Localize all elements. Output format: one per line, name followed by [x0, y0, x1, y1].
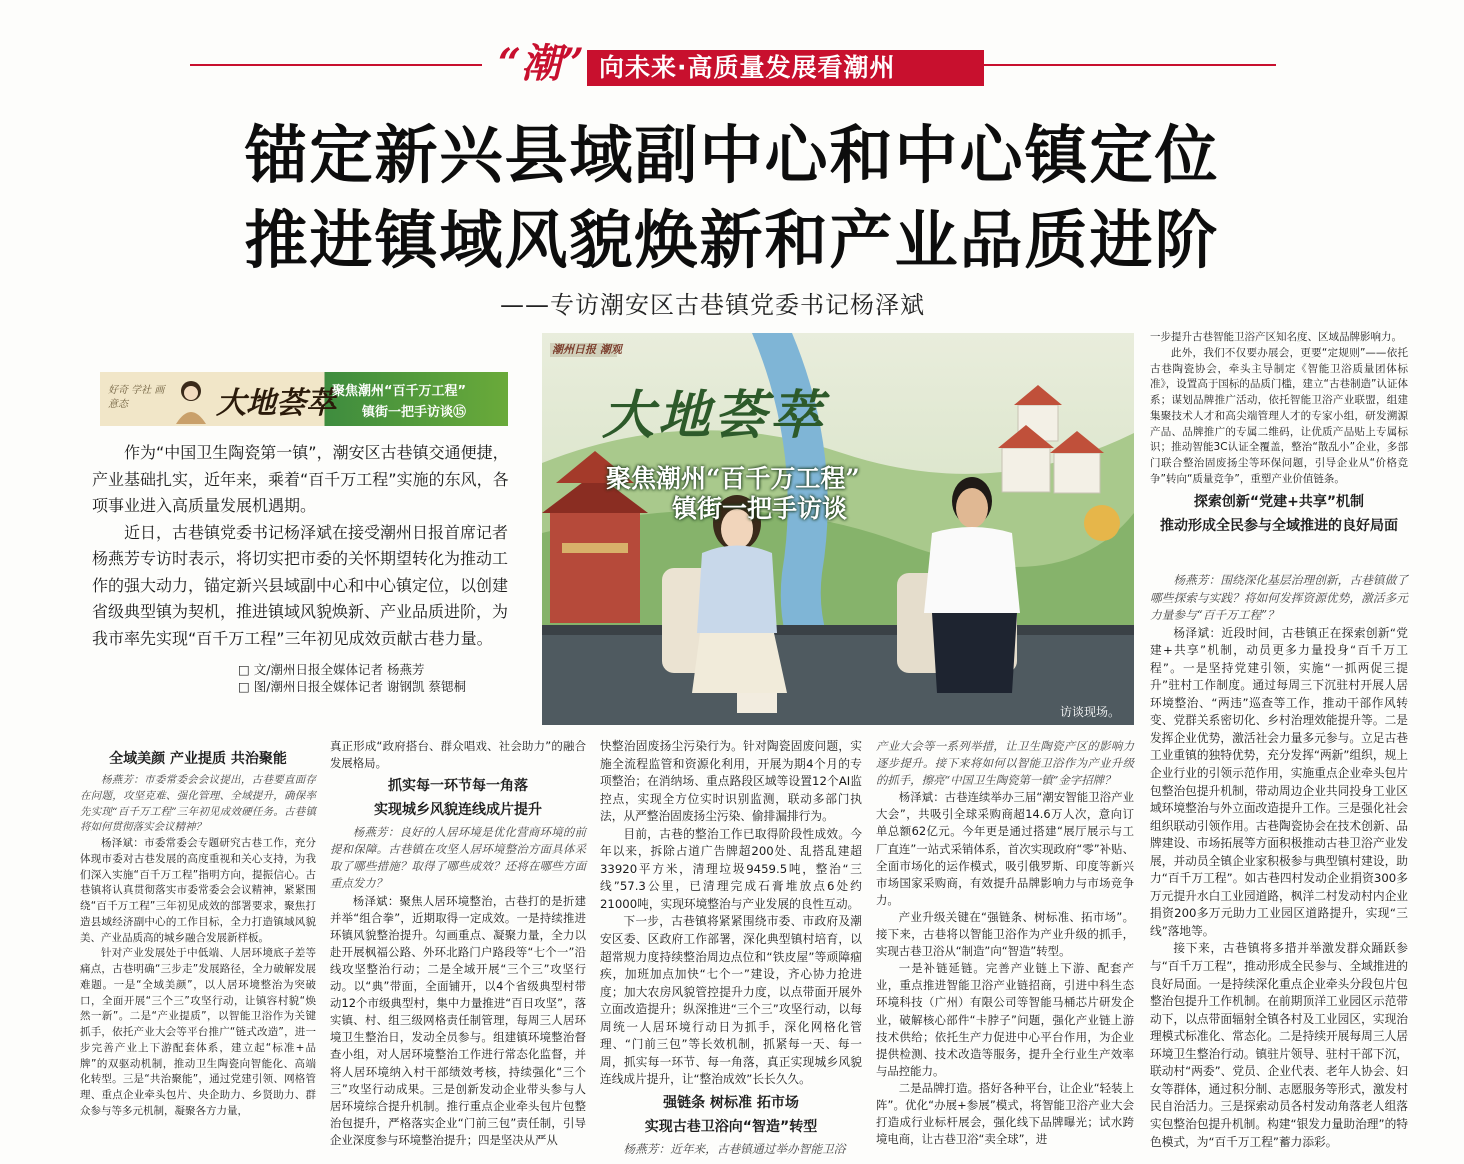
headline-line-1: 锚定新兴县域副中心和中心镇定位 — [244, 118, 1220, 192]
section-heading: 抓实每一环节每一角落 — [388, 778, 528, 795]
column-banner — [482, 40, 984, 88]
body-paragraph: 二是品牌打造。搭好各种平台，让企业“轻装上阵”。优化“办展+参展”模式，将智能卫浴产业大会打造成行业标杆展会，强化线下品牌曝光；试水跨境电商，让古巷卫浴“卖全球”，进 — [876, 1080, 1134, 1147]
credit-text: □ 文/潮州日报全媒体记者 杨燕芳 — [238, 662, 425, 677]
photo-script: 大地荟萃 — [602, 385, 827, 446]
interview-question: 杨燕芳：近年来，古巷镇通过举办智能卫浴 — [623, 1141, 846, 1156]
interview-photo — [542, 333, 1134, 725]
body-paragraph: 此外，我们不仅要办展会，更要“定规则”——依托古巷陶瓷协会，牵头主导制定《智能卫浴质量团体标准》，设置高于国标的品质门槛，建立“古巷制造”认证体系；谋划品牌推广活动，依托智能卫浴产业联盟，组建集聚技术人才和高尖端管理人才的专家小组，研发溯源产品、品牌推广的专属二维码，让优质产品贴上专属标识；推动智能3C认证全覆盖，整治“散乱小”企业，多部门联合整治固废扬尘等环保问题，引导企业从“价格竞争”转向“质量竞争”，重塑产业价值链条。 — [1150, 346, 1408, 485]
body-paragraph: 快整治固废扬尘污染行为。针对陶瓷固废问题，实施全流程监管和资源化利用，开展为期4个月的专项整治；在消纳场、重点路段区域等设置12个AI监控点，实现全方位实时识别监测，联动多部门执法，从严整治固废扬尘污染、偷排漏排行为。 — [600, 739, 862, 824]
body-paragraph: 一是补链延链。完善产业链上下游、配套产业，重点推进智能卫浴产业链招商，引进中科生态环境科技（广州）有限公司等智能马桶芯片研发企业，破解核心部件“卡脖子”问题，强化产业链上游技术供给；依托生产力促进中心平台作用，为企业提供检测、技术改造等服务，提升全行业生产效率与品控能力。 — [876, 961, 1134, 1078]
logo-script: 大地荟萃 — [216, 386, 336, 421]
photo-title-2: 镇街一把手访谈 — [672, 494, 848, 523]
rule-right — [984, 64, 1276, 66]
section-heading: 强链条 树标准 拓市场 — [663, 1094, 799, 1111]
section-heading: 探索创新“党建+共享”机制 — [1193, 493, 1365, 510]
banner-text: 向未来·高质量发展看潮州 — [587, 50, 984, 86]
credit-photo: □ 图/潮州日报全媒体记者 谢钢凯 蔡锶桐 — [238, 679, 466, 694]
body-paragraph: 真正形成“政府搭台、群众唱戏、社会助力”的融合发展格局。 — [330, 739, 586, 771]
lead-paragraph: 近日，古巷镇党委书记杨泽斌在接受潮州日报首席记者杨燕芳专访时表示，将切实把市委的关怀期望转化为推动工作的强大动力，锚定新兴县域副中心和中心镇定位，以创建省级典型镇为契机，推进镇域风貌焕新、产业品质进阶，为我市率先实现“百千万工程”三年初见成效贡献古巷力量。 — [92, 522, 509, 648]
interview-question: 杨燕芳：围绕深化基层治理创新，古巷镇做了哪些探索与实践？将如何发挥资源优势，激活多元力量参与“百千万工程”？ — [1150, 573, 1408, 623]
section-heading: 实现古巷卫浴向“智造”转型 — [644, 1118, 818, 1135]
section-heading: 实现城乡风貌连线成片提升 — [374, 802, 542, 819]
column-logo — [100, 372, 508, 426]
photo-title-1: 聚焦潮州“百千万工程” — [606, 464, 860, 493]
column-4 — [876, 738, 1134, 1148]
body-paragraph: 目前，古巷的整治工作已取得阶段性成效。今年以来，拆除占道广告牌超200处、乱搭乱建超33920平方米，清理垃圾9459.5吨，整治“三线”57.3公里，已清理完成石膏堆放点6处约21000吨，实现环境整治与产业发展的良性互动。 — [600, 826, 862, 911]
credit-photographer: 图/潮州日报全媒体记者 谢钢凯 蔡锶桐 — [253, 679, 466, 694]
column-1 — [80, 745, 316, 1120]
body-paragraph: 下一步，古巷镇将紧紧围绕市委、市政府及潮安区委、区政府工作部署，深化典型镇村培育，以超常规力度持续整治周边点位和“铁皮屋”等顽障痼疾，加班加点加快“七个一”建设，齐心协力抢进度；加大农房风貌管控提升力度，以点带面开展外立面改造提升；纵深推进“三个三”攻坚行动，以每周统一人居环境行动日为抓手，深化网格化管理、“门前三包”等长效机制，抓紧每一天、每一周，抓实每一环节、每一角落，真正实现城乡风貌连线成片提升，让“整治成效”长长久久。 — [600, 914, 862, 1087]
column-2 — [330, 738, 586, 1149]
interview-question: 杨燕芳：良好的人居环境是优化营商环境的前提和保障。古巷镇在攻坚人居环境整治方面具体采取了哪些措施？取得了哪些成效？还将在哪些方面重点发力？ — [330, 825, 586, 891]
interview-question: 产业大会等一系列举措，让卫生陶瓷产区的影响力逐步提升。接下来将如何以智能卫浴作为产业升级的抓手，擦亮“中国卫生陶瓷第一镇”金字招牌？ — [876, 739, 1134, 788]
section-heading: 全域美颜 产业提质 共治聚能 — [109, 751, 287, 767]
lead-paragraph: 作为“中国卫生陶瓷第一镇”，潮安区古巷镇交通便捷，产业基础扎实，近年来，乘着“百千万工程”实施的东风，各项事业进入高质量发展机遇期。 — [92, 443, 509, 515]
banner-chao: “潮” — [498, 40, 585, 87]
column-3 — [600, 738, 862, 1158]
photo-caption: 访谈现场。 — [1060, 705, 1121, 719]
section-heading: 推动形成全民参与全域推进的良好局面 — [1160, 517, 1398, 534]
logo-sign: 好奇 学社 画意态 — [108, 385, 165, 410]
body-paragraph: 杨泽斌：古巷连续举办三届“潮安智能卫浴产业大会”，共吸引全球采购商超14.6万人次，意向订单总额62亿元。今年更是通过搭建“展厅展示与工厂直连”一站式采销体系，首次实现政府“零”补贴、全面市场化的运作模式，吸引俄罗斯、印度等新兴市场国家采购商，有效提升品牌影响力与市场竞争力。 — [876, 790, 1134, 907]
body-paragraph: 杨泽斌：聚焦人居环境整治，古巷打的是折建并举“组合拳”，近期取得一定成效。一是持续推进环镇风貌整治提升。勾画重点、凝聚力量，全力以赴开展枫福公路、外环北路门户路段等“七个一”沿线攻坚整治行动；二是全域开展“三个三”攻坚行动。以“典”带面，全面铺开，以4个省级典型村带动12个市级典型村，集中力量推进“百日攻坚”，落实镇、村、组三级网格责任制管理，每周三人居环境卫生整治日，发动全员参与。组建镇环境整治督查小组，对人居环境整治工作进行常态化监督，并将人居环境纳入村干部绩效考核，持续强化“三个三”攻坚行动成果。三是创新发动企业带头参与人居环境综合提升机制。推行重点企业牵头包片包整治包提升，严格落实企业“门前三包”责任制，引导企业深度参与环境整治提升；四是坚决从严从 — [330, 893, 586, 1147]
reporter-portrait — [172, 376, 210, 424]
body-paragraph: 接下来，古巷镇将多措并举激发群众踊跃参与“百千万工程”，推动形成全民参与、全域推进的良好局面。一是持续深化重点企业牵头分段包片包整治包提升工作机制。在前期顶洋工业园区示范带动下，以点带面辐射全镇各村及工业园区，实现治理模式标准化、常态化。二是持续开展每周三人居环境卫生整治行动。镇驻片领导、驻村干部下沉，联动村“两委”、党员、企业代表、老年人协会、妇女等群体，通过积分制、志愿服务等形式，激发村民自治活力。三是探索动员各村发动角落老人组落实包整治包提升机制。构建“银发力量助治理”的特色模式，为“百千万工程”蓄力添彩。 — [1150, 941, 1408, 1149]
body-paragraph: 针对产业发展处于中低端、人居环境底子差等痛点，古巷明确“三步走”发展路径，全力破解发展难题。一是“全域美颜”，以人居环境整治为突破口，全面开展“三个三”攻坚行动，让镇容村貌“焕然一新”。二是“产业提质”，以智能卫浴作为关键抓手，依托产业大会等平台推广“链式改造”，进一步完善产业上下游配套体系，建立起“标准+品牌”的双驱动机制，推动卫生陶瓷向智能化、高端化转型。三是“共治聚能”，通过党建引领、网格管理、重点企业牵头包片、央企助力、乡贤助力、群众参与等多元机制，凝聚各方力量， — [80, 947, 316, 1117]
interview-question: 杨燕芳：市委常委会会议提出，古巷要直面存在问题，攻坚克难、强化管理、全域提升，确保率先实现“百千万工程”三年初见成效硬任务。古巷镇将如何贯彻落实会议精神？ — [80, 774, 316, 834]
column-5-bottom — [1150, 572, 1408, 1151]
photo-logo: 潮州日报 潮观 — [552, 343, 622, 356]
subtitle: ——专访潮安区古巷镇党委书记杨泽斌 — [500, 291, 925, 319]
body-paragraph: 产业升级关键在“强链条、树标准、拓市场”。接下来，古巷将以智能卫浴作为产业升级的抓手，实现古巷卫浴从“制造”向“智造”转型。 — [876, 909, 1134, 959]
lead-text — [92, 440, 517, 652]
credit-writer: 文/潮州日报全媒体记者 杨燕芳 — [253, 662, 425, 677]
rule-left — [190, 64, 482, 66]
body-paragraph: 一步提升古巷智能卫浴产区知名度、区域品牌影响力。 — [1150, 331, 1402, 343]
logo-series-2: 镇街一把手访谈⑮ — [362, 405, 467, 420]
logo-series: 聚焦潮州“百千万工程” — [332, 384, 467, 399]
body-paragraph: 杨泽斌：市委常委会专题研究古巷工作，充分体现市委对古巷发展的高度重视和关心支持，为我们深入实施“百千万工程”指明方向，提振信心。古巷镇将认真贯彻落实市委常委会会议精神，紧紧围绕“百千万工程”三年初见成效的部署要求，聚焦打造县域经济副中心的工作目标，全力打造镇域风貌美、产业品质高的城乡融合发展新样板。 — [80, 837, 316, 944]
body-paragraph: 杨泽斌：近段时间，古巷镇正在探索创新“党建+共享”机制，动员更多力量投身“百千万工程”。一是坚持党建引领，实施“一抓两促三提升”驻村工作制度。通过每周三下沉驻村开展人居环境整治、“两违”巡查等工作，推动干部作风转变、党群关系密切化、乡村治理效能提升等。二是发挥企业优势，激活社会力量多元参与。立足古巷工业重镇的独特优势，充分发挥“两新”组织，规上企业行业的引领示范作用，实施重点企业牵头包片包整治包提升机制，带动周边企业共同投身工业区域环境整治与外立面改造提升工作。三是强化社会组织联动引领作用。古巷陶瓷协会在技术创新、品牌建设、市场拓展等方面积极推动古巷卫浴产业发展，并动员全镇企业家积极参与典型镇村建设，助力“百千万工程”。如古巷四村发动企业捐资300多万元提升水白工业园道路，枫洋二村发动村内企业捐资200多万元助力工业园区道路提升，实现“三线”落地等。 — [1150, 625, 1408, 938]
column-5-top — [1150, 330, 1408, 540]
headline-line-2: 推进镇域风貌焕新和产业品质进阶 — [244, 203, 1220, 277]
